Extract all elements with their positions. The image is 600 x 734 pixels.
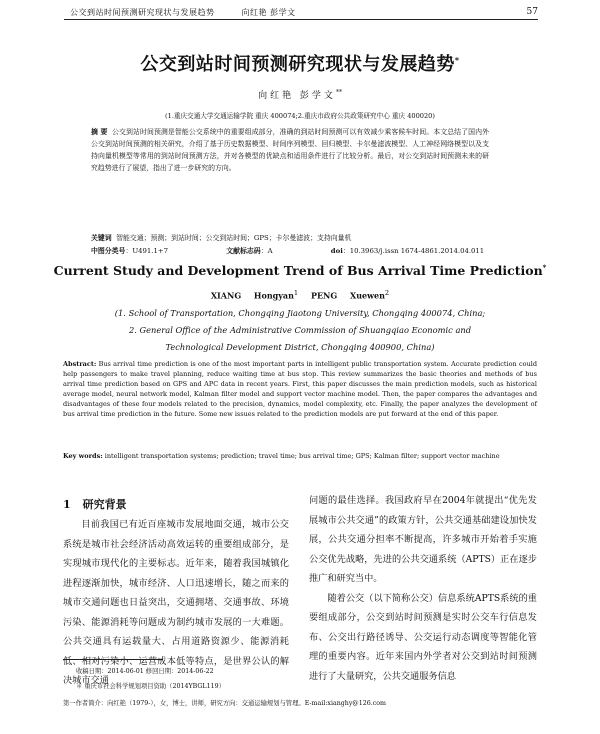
english-title [0,263,600,278]
english-author-1: XIANG Hongyan [210,290,294,301]
chinese-keywords [91,232,489,242]
english-keywords-label: Key words: [63,452,103,460]
clc-number: 中图分类号：U491.1+7 [91,247,169,255]
footnote-funding: ＊ 重庆市社会科学规划项目资助（2014YBGL119） [76,683,225,690]
chinese-abstract [91,127,489,175]
doi: doi：10.3963/j.issn 1674-4861.2014.04.011 [330,247,485,255]
page-number: 57 [526,7,538,17]
classification-line [91,245,489,255]
body-column-left [63,515,289,691]
chinese-authors-mark: ** [335,89,342,96]
running-header-title [70,7,527,18]
english-keywords-text: intelligent transportation systems; prediction; travel time; bus arrival time; GPS; Kalman filter; support vector machine [104,452,500,460]
english-authors [0,289,600,301]
chinese-affiliation: (1.重庆交通大学交通运输学院 重庆 400074;2.重庆市政府公共政策研究中心 重庆 400020) [165,112,435,120]
english-title-text: Current Study and Development Trend of Bus Arrival Time Prediction [53,263,543,279]
body-paragraph: 问题的最佳选择。我国政府早在2004年就提出“优先发展城市公共交通”的政策方针，公共交通基础建设加快发展，公共交通分担率不断提高，许多城市开始着手实施公交优先战略，先进的公共交通系统（APTS）正在逐步推广和研究当中。 [309,495,537,584]
running-header-journal-title: 公交到站时间预测研究现状与发展趋势 [70,7,215,17]
english-affiliation-2: 2. General Office of the Administrative Commission of Shuangqiao Economic and [128,325,472,335]
chinese-keywords-label: 关键词 [91,234,112,242]
chinese-title [0,50,600,76]
english-affiliation-3: Technological Development District, Chongqing 400900, China) [165,342,435,352]
footnote-received: 收稿日期：2014-06-01 修回日期：2014-06-22 [76,668,214,675]
english-affiliations [0,305,600,356]
chinese-abstract-label: 摘 要 [91,128,108,136]
section-title: 研究背景 [82,498,127,511]
english-abstract-label: Abstract: [63,360,97,368]
section-heading [63,496,127,512]
body-paragraph: 随着公交（以下简称公交）信息系统APTS系统的重要组成部分，公交到站时间预测是实时公交车行信息发布、公交出行路径诱导、公交运行动态调度等智能化管理的重要内容。近年来国内外学者对公交到站时间预测进行了大量研究，公共交通服务信息 [309,592,537,682]
chinese-keywords-text: 智能交通；预测；到站时间；公交到站时间；GPS；卡尔曼滤波；支持向量机 [116,234,352,242]
chinese-authors-text: 向红艳 彭学文 [258,91,336,101]
english-author-1-mark: 1 [293,289,299,297]
running-header [70,5,538,19]
chinese-title-text: 公交到站时间预测研究现状与发展趋势 [140,54,455,75]
english-abstract-text: Bus arrival time prediction is one of the most important parts in intelligent public transportation system. Accurate prediction could help passengers to make travel planning, reduce waiting time at bus stop. This review summarizes the basic theories and methods of bus arrival time prediction based on GPS and APC data in recent years. First, this paper discusses the main prediction models, such as historical average model, neural network model, Kalman filter model and support vector machine model. Then, the paper compares the advantages and disadvantages of these four models related to the precision, dynamics, model complexity, etc. Finally, the paper analyzes the development of bus arrival time prediction in the future. Some new issues related to the prediction models are put forward at the end of this paper. [63,360,538,418]
body-column-right [309,491,537,686]
english-abstract [63,360,537,419]
footnote-rule [63,659,163,660]
english-affiliation-1: (1. School of Transportation, Chongqing Jiaotong University, Chongqing 400074, China; [114,308,486,318]
english-author-2: PENG Xuewen [310,290,385,301]
header-rule [64,19,538,20]
document-code: 文献标志码：A [226,247,273,255]
english-title-mark: * [542,263,547,272]
running-header-authors: 向红艳 彭学文 [241,7,296,17]
chinese-abstract-text: 公交到站时间预测是智能公交系统中的重要组成部分，准确的到站时间预测可以有效减少乘客候车时间。本文总结了国内外公交到站时间预测的相关研究，介绍了基于历史数据模型、时间序列模型、回归模型、卡尔曼滤波模型、人工神经网络模型以及支持向量机模型等常用的到站时间预测方法，并对各模型的优缺点和适用条件进行了比较分析。最后，对公交到站时间预测未来的研究趋势进行了展望，指出了进一步研究的方向。 [91,128,490,172]
english-keywords [63,452,537,462]
english-author-2-mark: 2 [384,289,390,297]
chinese-title-footnote-mark: * [454,55,460,65]
chinese-authors [0,88,600,101]
body-paragraph: 目前我国已有近百座城市发展地面交通，城市公交系统是城市社会经济活动高效运转的重要组成部分，是实现城市现代化的主要标志。近年来，随着我国城镇化进程逐渐加快，城市经济、人口迅速增长，随之而来的城市交通问题也日益突出，交通拥堵、交通事故、环境污染、能源消耗等问题成为制约城市发展的一大难题。公共交通具有运载量大、占用道路资源少、能源消耗低、相对污染小、运营成本低等特点，是世界公认的解决城市交通 [63,519,289,686]
footnote-author-info: 第一作者简介：向红艳（1979-），女，博士，讲师，研究方向：交通运输规划与管理。E-mail:xianghy@126.com [63,700,387,707]
section-number: 1 [63,498,71,511]
